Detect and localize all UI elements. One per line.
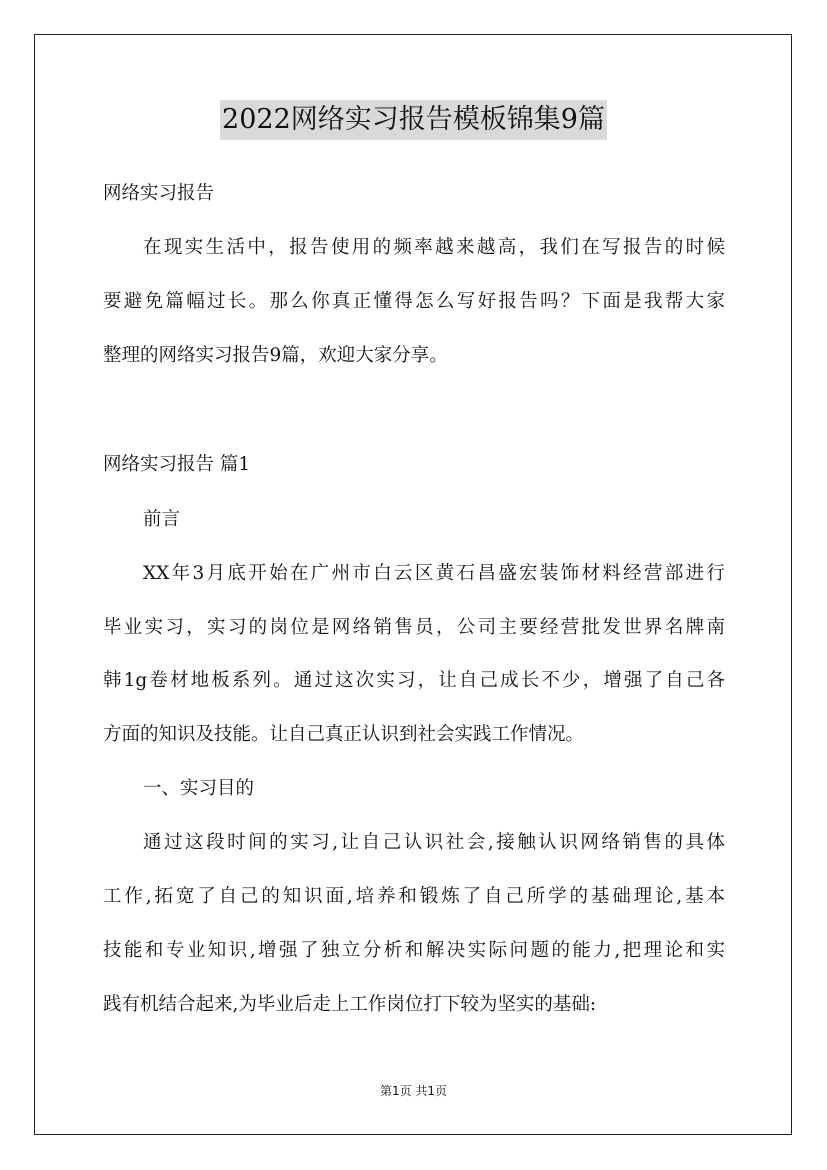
intro-line: 在现实生活中，报告使用的频率越来越高，我们在写报告的时候	[143, 237, 725, 258]
intro-line: 要避免篇幅过长。那么你真正懂得怎么写好报告吗？下面是我帮大家	[103, 291, 725, 312]
title-container	[0, 100, 827, 140]
section-line: 践有机结合起来,为毕业后走上工作岗位打下较为坚实的基础:	[103, 994, 597, 1015]
section-line: 通过这段时间的实习,让自己认识社会,接触认识网络销售的具体	[143, 832, 725, 853]
preface-line: 韩1g卷材地板系列。通过这次实习，让自己成长不少，增强了自己各	[103, 670, 725, 691]
page-footer: 第1页 共1页	[379, 1084, 448, 1098]
preface-heading: 前言	[143, 509, 181, 530]
document-title: 2022网络实习报告模板锦集9篇	[220, 100, 607, 140]
article-heading: 网络实习报告 篇1	[103, 454, 251, 475]
preface-line: 毕业实习，实习的岗位是网络销售员，公司主要经营批发世界名牌南	[103, 617, 725, 638]
section-line: 技能和专业知识,增强了独立分析和解决实际问题的能力,把理论和实	[103, 940, 725, 961]
subheading: 网络实习报告	[103, 183, 215, 204]
preface-line: 方面的知识及技能。让自己真正认识到社会实践工作情况。	[103, 724, 585, 745]
section-heading: 一、实习目的	[143, 778, 255, 799]
section-line: 工作,拓宽了自己的知识面,培养和锻炼了自己所学的基础理论,基本	[103, 886, 725, 907]
preface-line: XX年3月底开始在广州市白云区黄石昌盛宏装饰材料经营部进行	[143, 563, 725, 584]
intro-line: 整理的网络实习报告9篇，欢迎大家分享。	[103, 345, 448, 366]
